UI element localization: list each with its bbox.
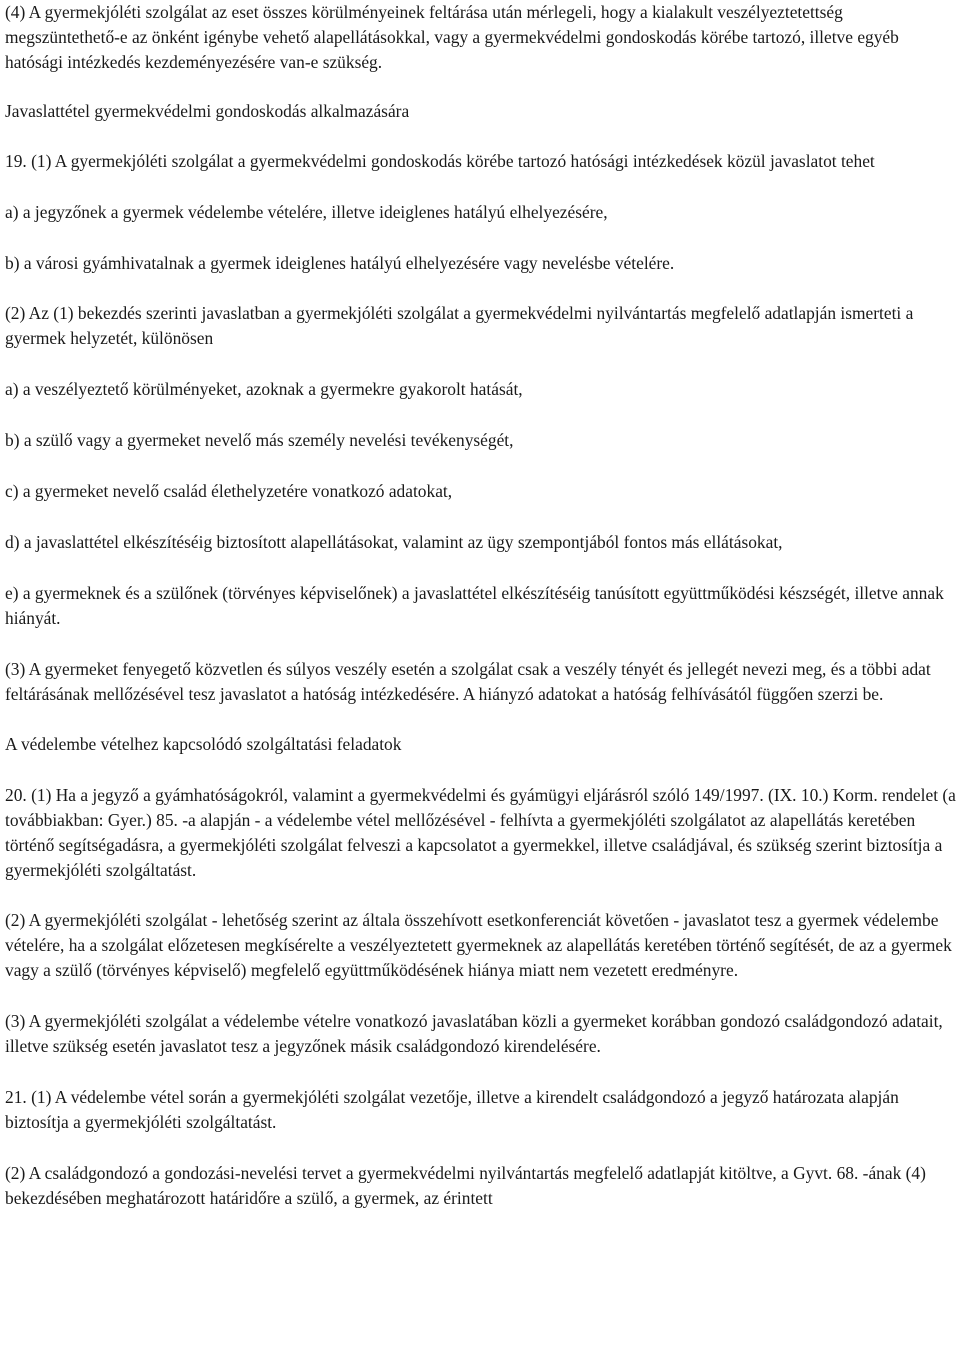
section-20-paragraph-1: 20. (1) Ha a jegyző a gyámhatóságokról, valamint a gyermekvédelmi és gyámügyi eljárásról szóló 149/1997. (IX. 10.) Korm. rendelet (a továbbiakban: Gyer.) 85. -a alapján - a védelembe vétel mellőzésével - felhívta a gyermekjóléti szolgálatot az alapellátás keretében történő segítségadásra, a gyermekjóléti szolgálat felveszi a kapcsolatot a gyermekkel, illetve családjával, és szükség szerint biztosítja a gyermekjóléti szolgáltatást. [5, 785, 956, 880]
section-19-paragraph-3: (3) A gyermeket fenyegető közvetlen és súlyos veszély esetén a szolgálat csak a veszély tényét és jellegét nevezi meg, és a többi adat feltárásának mellőzésével tesz javaslatot a hatóság intézkedésére. A hiányzó adatokat a hatóság felhívásától függően szerzi be. [5, 659, 931, 704]
section-19-2-item-e: e) a gyermeknek és a szülőnek (törvényes képviselőnek) a javaslattétel elkészítéséig tanúsított együttműködési készségét, illetve annak hiányát. [5, 583, 944, 628]
heading-proposal: Javaslattétel gyermekvédelmi gondoskodás alkalmazására [5, 101, 410, 121]
section-20-paragraph-3: (3) A gyermekjóléti szolgálat a védelembe vételre vonatkozó javaslatában közli a gyermeket korábban gondozó családgondozó adatait, illetve szükség esetén javaslatot tesz a jegyzőnek másik családgondozó kirendelésére. [5, 1011, 943, 1056]
section-19-2-item-a: a) a veszélyeztető körülményeket, azoknak a gyermekre gyakorolt hatását, [5, 379, 523, 399]
section-21-paragraph-1: 21. (1) A védelembe vétel során a gyermekjóléti szolgálat vezetője, illetve a kirendelt családgondozó a jegyző határozata alapján biztosítja a gyermekjóléti szolgáltatást. [5, 1087, 899, 1132]
section-19-paragraph-2: (2) Az (1) bekezdés szerinti javaslatban a gyermekjóléti szolgálat a gyermekvédelmi nyilvántartás megfelelő adatlapján ismerteti a gyermek helyzetét, különösen [5, 303, 914, 348]
section-19-2-item-b: b) a szülő vagy a gyermeket nevelő más személy nevelési tevékenységét, [5, 430, 514, 450]
section-21-paragraph-2: (2) A családgondozó a gondozási-nevelési tervet a gyermekvédelmi nyilvántartás megfelelő adatlapját kitöltve, a Gyvt. 68. -ának (4) bekezdésében meghatározott határidőre a szülő, a gyermek, az érintett [5, 1163, 926, 1208]
section-19-2-item-d: d) a javaslattétel elkészítéséig biztosított alapellátásokat, valamint az ügy szempontjából fontos más ellátásokat, [5, 532, 783, 552]
heading-protection-services: A védelembe vételhez kapcsolódó szolgáltatási feladatok [5, 734, 402, 754]
section-19-item-b: b) a városi gyámhivatalnak a gyermek ideiglenes hatályú elhelyezésére vagy nevelésbe vételére. [5, 253, 675, 273]
section-20-paragraph-2: (2) A gyermekjóléti szolgálat - lehetőség szerint az általa összehívott esetkonferenciát követően - javaslatot tesz a gyermek védelembe vételére, ha a szolgálat előzetesen megkísérelte a veszélyeztetett gyermeknek az alapellátás keretében történő segítését, de az a gyermek vagy a szülő (törvényes képviselő) megfelelő együttműködésének hiánya miatt nem vezetett eredményre. [5, 910, 952, 980]
section-19-item-a: a) a jegyzőnek a gyermek védelembe vételére, illetve ideiglenes hatályú elhelyezésére, [5, 202, 608, 222]
document-page [5, 0, 957, 1211]
section-19-2-item-c: c) a gyermeket nevelő család élethelyzetére vonatkozó adatokat, [5, 481, 453, 501]
section-19-paragraph-1: 19. (1) A gyermekjóléti szolgálat a gyermekvédelmi gondoskodás körébe tartozó hatósági intézkedések közül javaslatot tehet [5, 151, 875, 171]
paragraph-4-assessment: (4) A gyermekjóléti szolgálat az eset összes körülményeinek feltárása után mérlegeli, hogy a kialakult veszélyeztetettség megszüntethető-e az önként igénybe vehető alapellátásokkal, vagy a gyermekvédelmi gondoskodás körébe tartozó, illetve egyéb hatósági intézkedés kezdeményezésére van-e szükség. [5, 2, 899, 72]
